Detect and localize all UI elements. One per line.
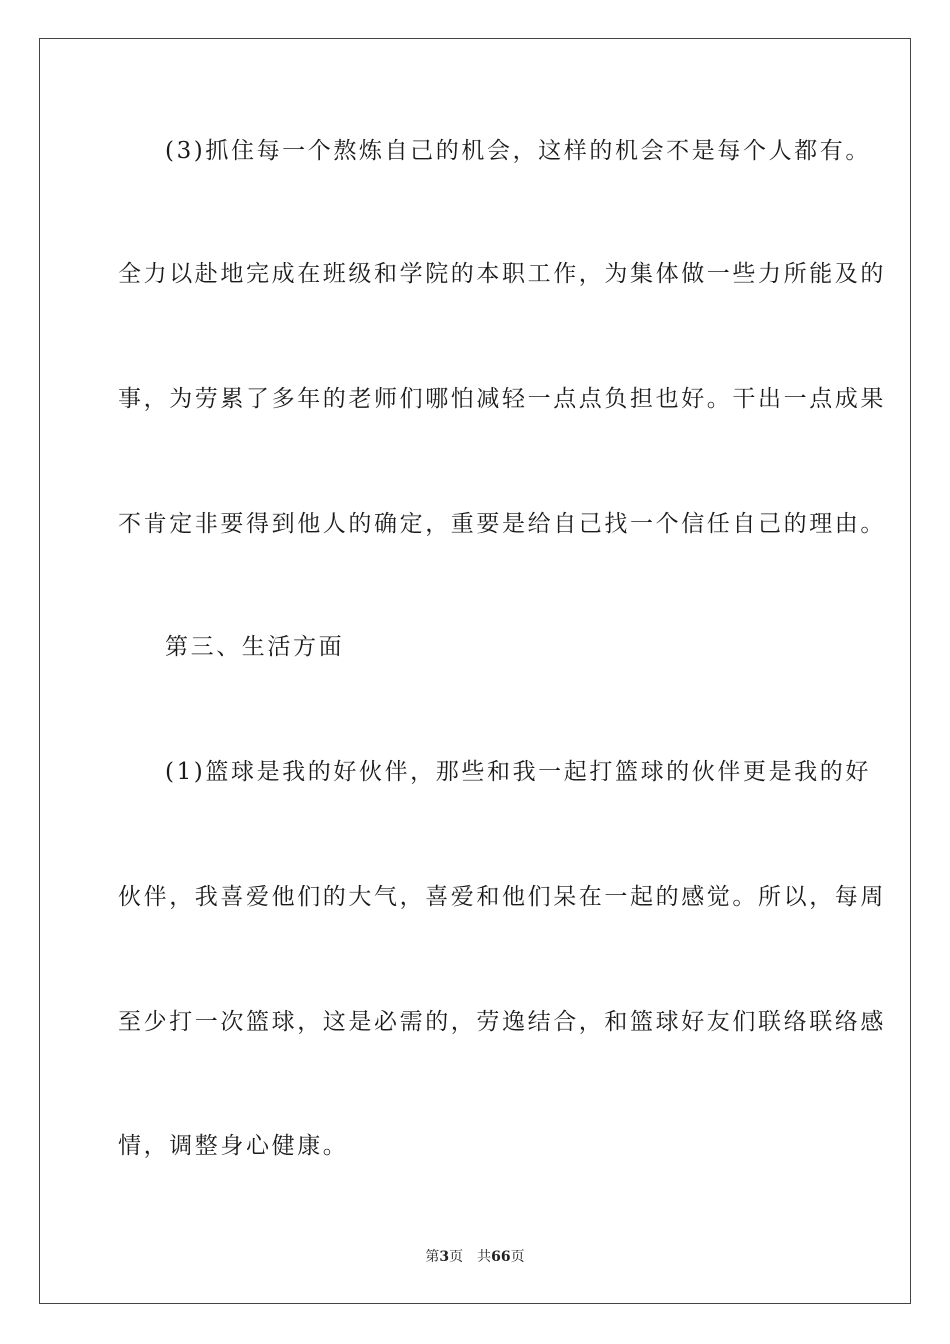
footer-total-prefix: 共 [477, 1249, 492, 1265]
footer-total-suffix: 页 [510, 1249, 525, 1265]
footer-page-suffix: 页 [449, 1249, 464, 1265]
paragraph-line-1: (3)抓住每一个熬炼自己的机会，这样的机会不是每个人都有。 [165, 138, 871, 164]
footer-total-pages: 66 [491, 1249, 511, 1265]
footer-page-prefix: 第 [425, 1249, 440, 1265]
paragraph-line-3: 事，为劳累了多年的老师们哪怕减轻一点点负担也好。干出一点成果 [118, 386, 886, 412]
paragraph-line-2: 全力以赴地完成在班级和学院的本职工作，为集体做一些力所能及的 [118, 261, 886, 287]
footer-page-number: 3 [439, 1249, 450, 1265]
paragraph-line-8: 至少打一次篮球，这是必需的，劳逸结合，和篮球好友们联络联络感 [118, 1009, 886, 1035]
section-heading: 第三、生活方面 [165, 634, 345, 660]
page-border [39, 38, 911, 1304]
paragraph-line-9: 情，调整身心健康。 [118, 1133, 349, 1159]
page-footer [0, 1248, 950, 1266]
paragraph-line-7: 伙伴，我喜爱他们的大气，喜爱和他们呆在一起的感觉。所以，每周 [118, 884, 886, 910]
paragraph-line-4: 不肯定非要得到他人的确定，重要是给自己找一个信任自己的理由。 [118, 511, 886, 537]
paragraph-line-6: (1)篮球是我的好伙伴，那些和我一起打篮球的伙伴更是我的好 [165, 759, 871, 785]
